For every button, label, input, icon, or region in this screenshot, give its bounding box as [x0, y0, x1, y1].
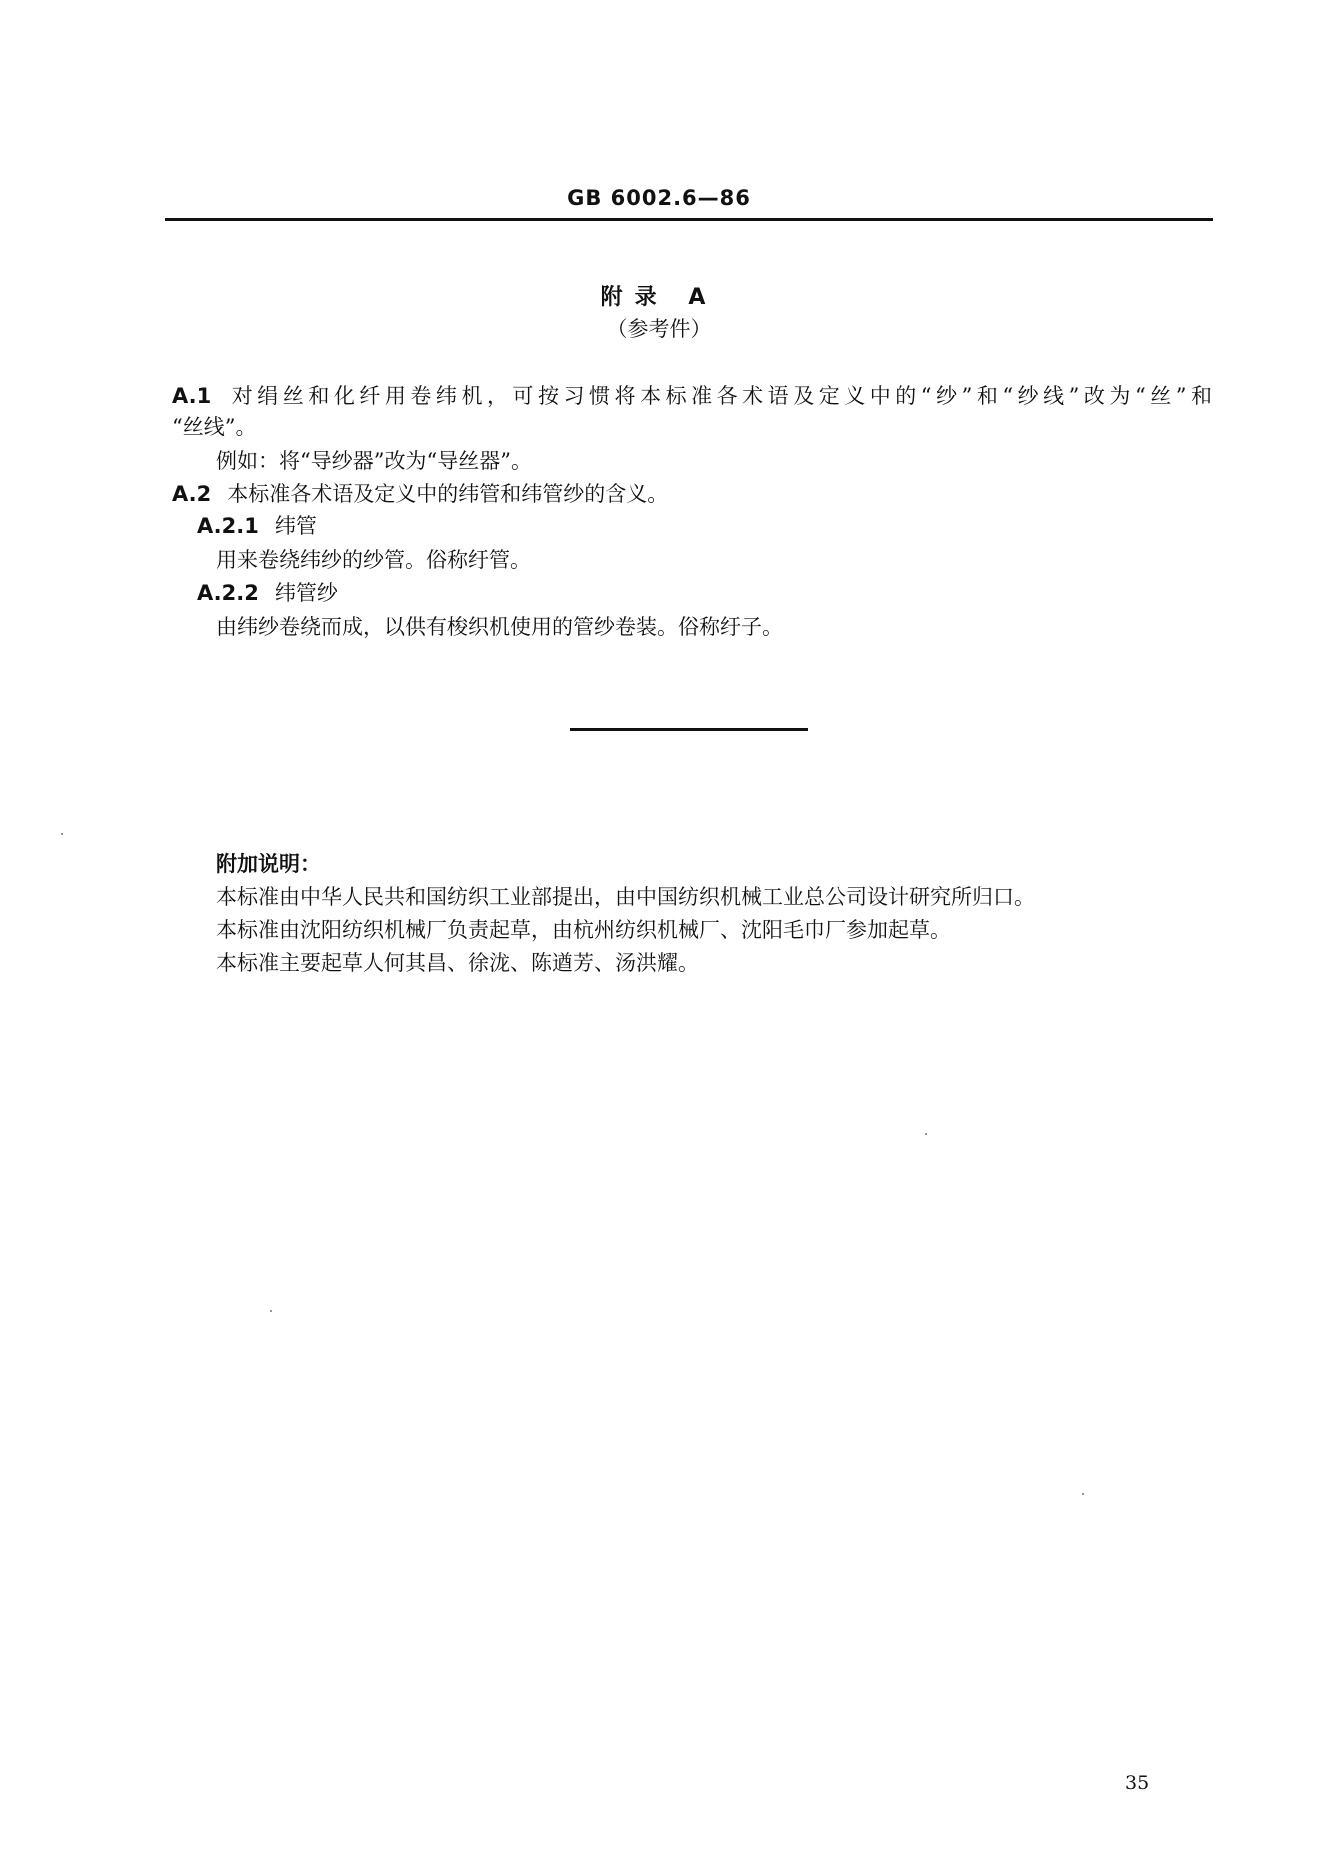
clause-a1-line1: [172, 382, 1212, 410]
clause-a2-text: 本标准各术语及定义中的纬管和纬管纱的含义。: [227, 482, 669, 506]
clause-a1-number: A.1: [172, 384, 212, 408]
clause-a1-text: 对绢丝和化纤用卷纬机，可按习惯将本标准各术语及定义中的“纱”和“纱线”改为“丝”和: [227, 384, 1212, 408]
clause-a22-term: 纬管纱: [274, 581, 338, 605]
header-rule: [165, 218, 1213, 221]
clause-a2: [172, 480, 668, 508]
clause-a21-term: 纬管: [274, 514, 317, 538]
clause-a22-definition: 由纬纱卷绕而成，以供有梭织机使用的管纱卷装。俗称纡子。: [216, 615, 783, 639]
scan-speck: [925, 1133, 927, 1135]
page-number: 35: [1125, 1772, 1150, 1794]
clause-a1-line2: “丝线”。: [172, 415, 257, 439]
notes-heading: 附加说明：: [216, 852, 321, 876]
appendix-title: 附录 A: [600, 285, 718, 310]
standard-code-header: GB 6002.6—86: [567, 186, 751, 210]
clause-a2-number: A.2: [172, 482, 212, 506]
notes-line: 本标准主要起草人何其昌、徐泷、陈遒芳、汤洪耀。: [216, 951, 699, 975]
scan-speck: [1082, 1493, 1084, 1495]
clause-a21: [197, 512, 317, 540]
notes-line: 本标准由沈阳纺织机械厂负责起草，由杭州纺织机械厂、沈阳毛巾厂参加起草。: [216, 918, 951, 942]
notes-line: 本标准由中华人民共和国纺织工业部提出，由中国纺织机械工业总公司设计研究所归口。: [216, 885, 1035, 909]
scan-speck: [270, 1310, 272, 1312]
scan-speck: [61, 833, 63, 835]
clause-a1-example: 例如：将“导纱器”改为“导丝器”。: [216, 449, 532, 473]
clause-a21-definition: 用来卷绕纬纱的纱管。俗称纡管。: [216, 548, 531, 572]
clause-a22: [197, 579, 338, 607]
section-divider: [570, 728, 808, 731]
clause-a21-number: A.2.1: [197, 514, 259, 538]
clause-a22-number: A.2.2: [197, 581, 259, 605]
appendix-subtitle: （参考件）: [606, 317, 712, 341]
